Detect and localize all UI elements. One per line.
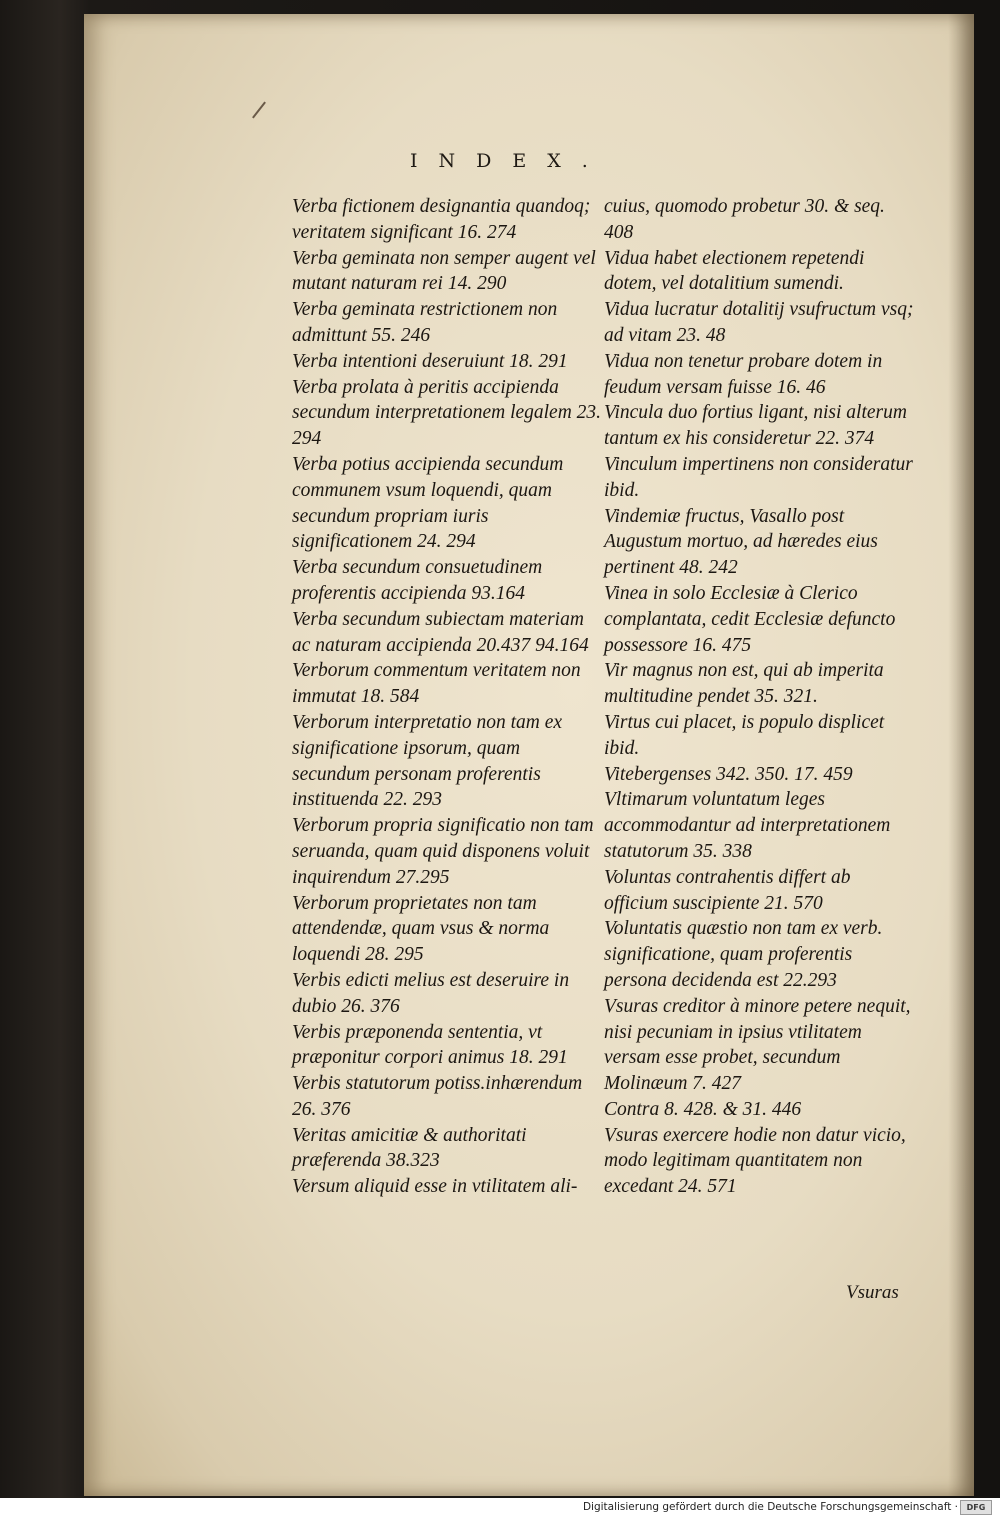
index-entry: Voluntas contrahentis differt ab officium suscipiente 21. 570 bbox=[604, 866, 851, 914]
index-entry: Vidua habet electionem repetendi dotem, vel dotalitium sumendi. bbox=[604, 247, 865, 295]
index-entry: Vitebergenses 342. 350. 17. 459 bbox=[604, 763, 853, 785]
index-entry: Verba fictionem designantia quandoq; veritatem significant 16. 274 bbox=[292, 196, 591, 243]
index-entry: Verba secundum subiectam materiam ac naturam accipienda 20.437 94.164 bbox=[292, 608, 589, 656]
index-entry: Verborum commentum veritatem non immutat 18. 584 bbox=[292, 660, 581, 708]
footer-bar bbox=[0, 1498, 1000, 1516]
index-entry: Verborum proprietates non tam attendendæ, quam vsus & norma loquendi 28. 295 bbox=[292, 892, 550, 966]
index-entry: Vsuras creditor à minore petere nequit, nisi pecuniam in ipsius vtilitatem versam esse probet, secundum Molinæum 7. 427 bbox=[604, 995, 911, 1095]
index-entry: Vinea in solo Ecclesiæ à Clerico complantata, cedit Ecclesiæ defuncto possessore 16. 475 bbox=[604, 582, 896, 656]
index-column-right bbox=[604, 194, 914, 1200]
index-entry: Versum aliquid esse in vtilitatem ali- bbox=[292, 1176, 578, 1198]
index-entry: Voluntatis quæstio non tam ex verb. significatione, quam proferentis persona decidenda est 22.293 bbox=[604, 918, 883, 991]
index-entry: Vir magnus non est, qui ab imperita multitudine pendet 35. 321. bbox=[604, 660, 884, 708]
index-entry: Verba secundum consuetudinem proferentis accipienda 93.164 bbox=[292, 557, 543, 604]
index-entry: Verba geminata non semper augent vel mutant naturam rei 14. 290 bbox=[292, 247, 596, 295]
index-entry: Vincula duo fortius ligant, nisi alterum tantum ex his consideretur 22. 374 bbox=[604, 402, 907, 450]
page-edge-shadow bbox=[948, 14, 974, 1496]
index-entry: Vinculum impertinens non consideratur ibid. bbox=[604, 453, 913, 501]
index-entry: Virtus cui placet, is populo displicet ibid. bbox=[604, 711, 885, 759]
index-entry: Veritas amicitiæ & authoritati præferenda 38.323 bbox=[292, 1124, 527, 1172]
page-header: INDEX. bbox=[410, 150, 609, 172]
index-entry: Contra 8. 428. & 31. 446 bbox=[604, 1098, 802, 1120]
index-entry: Verbis præponenda sententia, vt præponitur corpori animus 18. 291 bbox=[292, 1021, 568, 1069]
index-entry: cuius, quomodo probetur 30. & seq. 408 bbox=[604, 196, 885, 243]
dfg-logo-icon: DFG bbox=[960, 1500, 992, 1515]
index-entry: Verba intentioni deseruiunt 18. 291 bbox=[292, 350, 568, 372]
index-entry: Verborum propria significatio non tam seruanda, quam quid disponens voluit inquirendum 27.295 bbox=[292, 815, 594, 888]
index-entry: Verba prolata à peritis accipienda secundum interpretationem legalem 23. 294 bbox=[292, 376, 602, 450]
index-entry: Vsuras exercere hodie non datur vicio, modo legitimam quantitatem non excedant 24. 571 bbox=[604, 1124, 906, 1198]
index-entry: Verborum interpretatio non tam ex significatione ipsorum, quam secundum personam proferentis instituenda 22. 293 bbox=[292, 711, 563, 811]
index-entry: Verbis edicti melius est deseruire in dubio 26. 376 bbox=[292, 969, 570, 1017]
index-entry: Verbis statutorum potiss.inhærendum 26. 376 bbox=[292, 1073, 583, 1120]
index-entry: Vidua non tenetur probare dotem in feudum versam fuisse 16. 46 bbox=[604, 350, 883, 398]
index-entry: Vltimarum voluntatum leges accommodantur ad interpretationem statutorum 35. 338 bbox=[604, 789, 891, 862]
index-entry: Vindemiæ fructus, Vasallo post Augustum mortuo, ad hæredes eius pertinent 48. 242 bbox=[604, 505, 878, 579]
index-entry: Vidua lucratur dotalitij vsufructum vsq; ad vitam 23. 48 bbox=[604, 299, 914, 346]
index-entry: Verba geminata restrictionem non admittunt 55. 246 bbox=[292, 299, 558, 346]
catchword: Vsuras bbox=[846, 1282, 899, 1303]
index-entry: Verba potius accipienda secundum communem vsum loquendi, quam secundum propriam iuris significationem 24. 294 bbox=[292, 453, 564, 553]
footer-credit: Digitalisierung gefördert durch die Deutsche Forschungsgemeinschaft · bbox=[582, 1501, 958, 1513]
index-column-left bbox=[292, 194, 602, 1200]
